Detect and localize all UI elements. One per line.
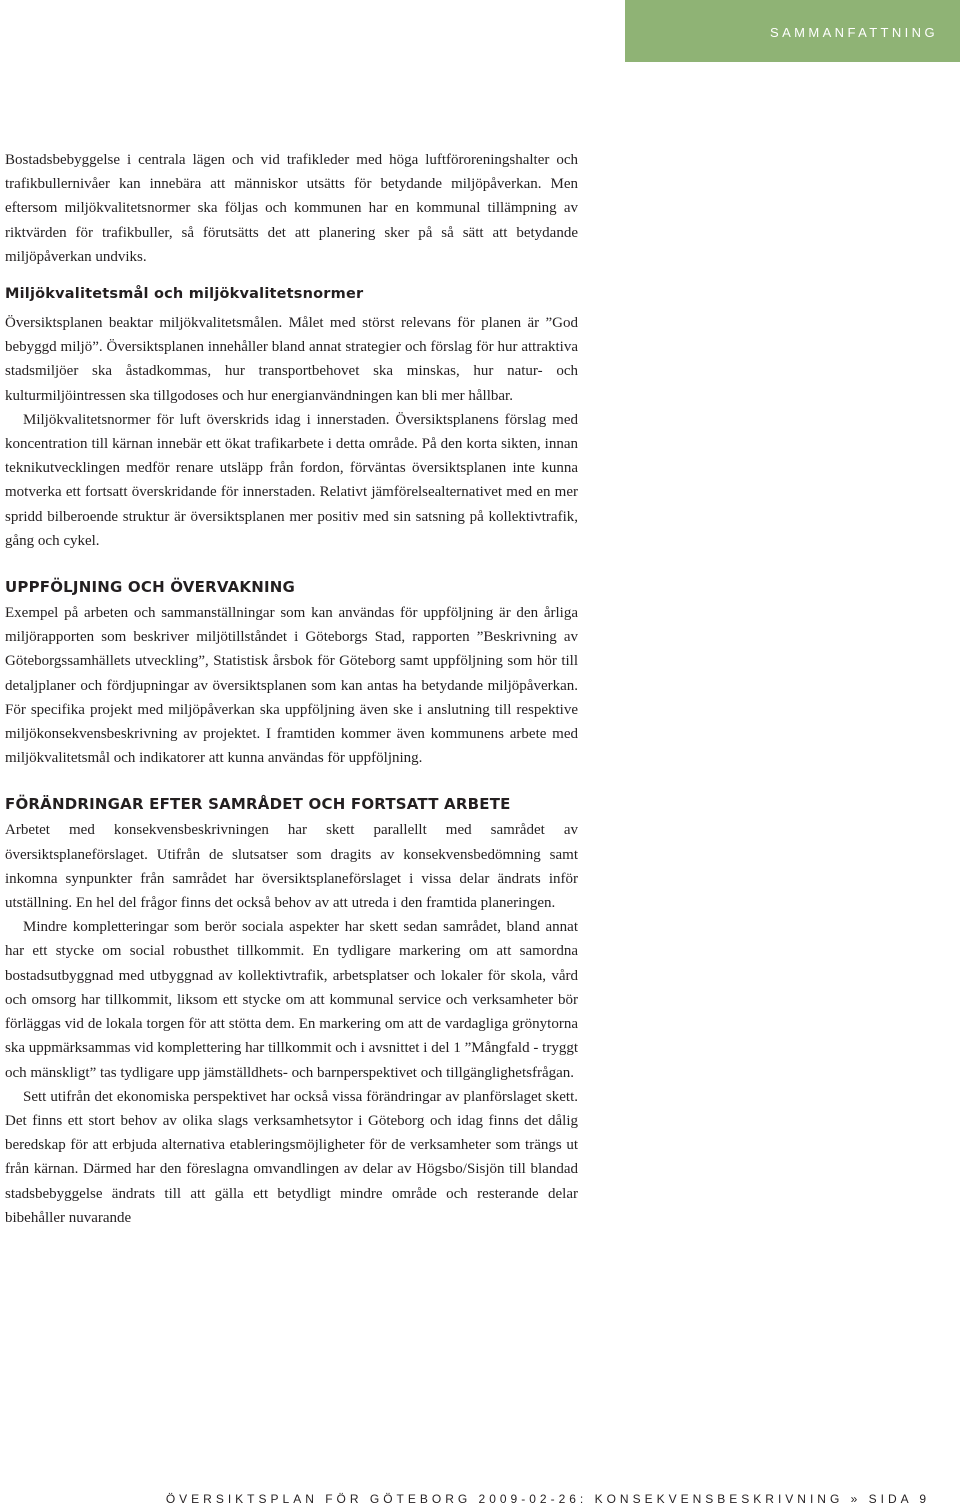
heading-forandringar: FÖRÄNDRINGAR EFTER SAMRÅDET OCH FORTSATT ARBETE [5, 795, 511, 814]
section-tab: SAMMANFATTNING [625, 0, 960, 62]
main-content [5, 148, 578, 1230]
heading-miljokvalitetsmal: Miljökvalitetsmål och miljökvalitetsnormer [5, 286, 364, 303]
forandringar-paragraph-1: Arbetet med konsekvensbeskrivningen har skett parallellt med samrådet av översiktsplaneförslaget. Utifrån de slutsatser som dragits av konsekvensbedömning samt inkomna synpunkter från samrådet har översiktsplaneförslaget i vissa delar ändrats inför utställning. En hel del frågor finns det också behov av att utreda i den framtida planeringen. [5, 822, 578, 912]
forandringar-paragraph-3: Sett utifrån det ekonomiska perspektivet har också vissa förändringar av planförslaget skett. Det finns ett stort behov av olika slags verksamhetsytor i Göteborg och idag finns det dålig beredskap för att erbjuda alternativa etableringsmöjligheter för de verksamheter som trängs ut från kärnan. Därmed har den föreslagna omvandlingen av delar av Högsbo/Sisjön till blandad stadsbebyggelse ändrats till att gälla ett betydligt mindre område och resterande delar bibehåller nuvarande [5, 1088, 578, 1226]
uppfoljning-paragraph: Exempel på arbeten och sammanställningar som kan användas för uppföljning är den årliga miljörapporten som beskriver miljötillståndet i Göteborgs Stad, rapporten ”Beskrivning av Göteborgssamhällets utveckling”, Statistisk årsbok för Göteborg samt uppföljning som hör till detaljplaner och fördjupningar av översiktsplanen som kan antas ha betydande miljöpåverkan. För specifika projekt med miljöpåverkan ska uppföljning även ske i anslutning till respektive miljökonsekvensbeskrivning av projektet. I framtiden kommer även kommunens arbete med miljökvalitetsmål och indikatorer att kunna användas för uppföljning. [5, 605, 578, 767]
forandringar-paragraph-2: Mindre kompletteringar som berör sociala aspekter har skett sedan samrådet, bland annat har ett stycke om social robusthet tillkommit. En tydligare markering om att samordna bostadsutbyggnad med utbyggnad av kollektivtrafik, arbetsplatser och lokaler för skola, vård och omsorg har tillkommit, liksom ett stycke om att kommunal service och verksamheter bör förläggas vid de lokala torgen för att stötta dem. En markering om att de vardagliga grönytorna ska uppmärksammas vid komplettering har tillkommit och i avsnittet i del 1 ”Mångfald - tryggt och mänskligt” tas tydligare upp jämställdhets- och barnperspektivet och tillgänglighetsfrågan. [5, 919, 578, 1081]
miljo-paragraph-2: Miljökvalitetsnormer för luft överskrids idag i innerstaden. Översiktsplanens förslag med koncentration till kärnan innebär ett ökat trafikarbete i detta område. På den korta sikten, innan teknikutvecklingen medför renare utsläpp från fordon, förväntas översiktsplanen inte kunna motverka ett fortsatt överskridande för innerstaden. Relativt jämförelsealternativet med en mer spridd bilberoende struktur är översiktsplanen mer positiv med sin satsning på kollektivtrafik, gång och cykel. [5, 411, 578, 549]
page-footer: ÖVERSIKTSPLAN FÖR GÖTEBORG 2009-02-26: KONSEKVENSBESKRIVNING » SIDA 9 [165, 1492, 930, 1506]
miljo-paragraph-1: Översiktsplanen beaktar miljökvalitetsmålen. Målet med störst relevans för planen är ”God bebyggd miljö”. Översiktsplanen innehåller bland annat strategier och förslag för hur attraktiva stadsmiljöer ska åstadkommas, hur transportbehovet ska minskas, hur natur- och kulturmiljöintressen ska tillgodoses och hur energianvändningen kan bli mer hållbar. [5, 315, 578, 404]
heading-uppfoljning: UPPFÖLJNING OCH ÖVERVAKNING [5, 578, 296, 597]
intro-paragraph: Bostadsbebyggelse i centrala lägen och vid trafikleder med höga luftföroreningshalter och trafikbullernivåer kan innebära att människor utsätts för betydande miljöpåverkan. Men eftersom miljökvalitetsnormer ska följas och kommunen har en kommunal tillämpning av riktvärden för trafikbuller, så förutsätts det att planering sker på så sätt att betydande miljöpåverkan undviks. [5, 152, 578, 265]
